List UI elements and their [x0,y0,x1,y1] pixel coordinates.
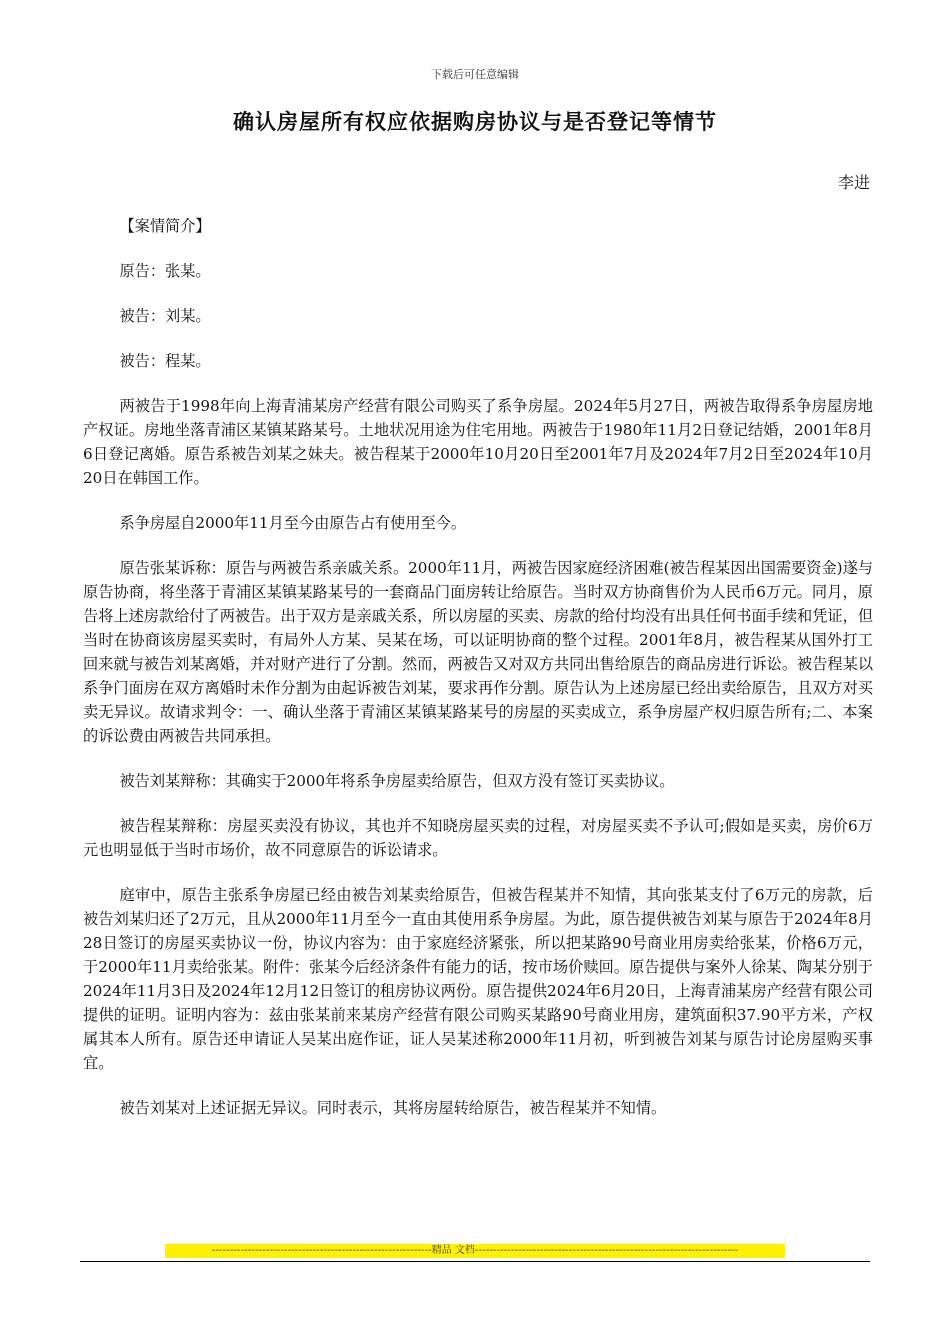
paragraph-defense-cheng: 被告程某辩称：房屋买卖没有协议，其也并不知晓房屋买卖的过程，对房屋买卖不予认可;假如是买卖，房价6万元也明显低于当时市场价，故不同意原告的诉讼请求。 [83,817,873,859]
footer-divider [80,1261,870,1262]
author-name: 李进 [837,173,870,192]
header-note: 下载后可任意编辑 [431,68,519,81]
document-body [83,214,873,1141]
paragraph-defense-liu: 被告刘某辩称：其确实于2000年将系争房屋卖给原告，但双方没有签订买卖协议。 [119,772,675,790]
footer-banner: -------------------------------------------------------------精品 文档------------------------------------------------------------------------- [165,1244,785,1258]
paragraph-liu-response: 被告刘某对上述证据无异议。同时表示，其将房屋转给原告，被告程某并不知情。 [119,1099,667,1117]
paragraph-background: 两被告于1998年向上海青浦某房产经营有限公司购买了系争房屋。2024年5月27日，两被告取得系争房屋房地产权证。房地坐落青浦区某镇某路某号。土地状况用途为住宅用地。两被告于1980年11月2日登记结婚，2001年8月6日登记离婚。原告系被告刘某之妹夫。被告程某于2000年10月20日至2001年7月及2024年7月2日至2024年10月20日在韩国工作。 [83,397,873,487]
section-heading: 【案情简介】 [119,217,211,235]
party-defendant-2: 被告：程某。 [119,352,211,370]
party-defendant-1: 被告：刘某。 [119,307,211,325]
paragraph-occupancy: 系争房屋自2000年11月至今由原告占有使用至今。 [119,514,467,532]
paragraph-trial: 庭审中，原告主张系争房屋已经由被告刘某卖给原告，但被告程某并不知情，其向张某支付了6万元的房款，后被告刘某归还了2万元，且从2000年11月至今一直由其使用系争房屋。为此，原告提供被告刘某与原告于2024年8月28日签订的房屋买卖协议一份，协议内容为：由于家庭经济紧张，所以把某路90号商业用房卖给张某，价格6万元，于2000年11月卖给张某。附件：张某今后经济条件有能力的话，按市场价赎回。原告提供与案外人徐某、陶某分别于2024年11月3日及2024年12月12日签订的租房协议两份。原告提供2024年6月20日，上海青浦某房产经营有限公司提供的证明。证明内容为：兹由张某前来某房产经营有限公司购买某路90号商业用房，建筑面积37.90平方米，产权属其本人所有。原告还申请证人吴某出庭作证，证人吴某述称2000年11月初，听到被告刘某与原告讨论房屋购买事宜。 [83,886,873,1072]
party-plaintiff: 原告：张某。 [119,262,211,280]
document-title: 确认房屋所有权应依据购房协议与是否登记等情节 [233,110,717,134]
paragraph-plaintiff-claim: 原告张某诉称：原告与两被告系亲戚关系。2000年11月，两被告因家庭经济困难(被告程某因出国需要资金)遂与原告协商，将坐落于青浦区某镇某路某号的一套商品门面房转让给原告。当时双方协商售价为人民币6万元。同月，原告将上述房款给付了两被告。出于双方是亲戚关系，所以房屋的买卖、房款的给付均没有出具任何书面手续和凭证，但当时在协商该房屋买卖时，有局外人方某、吴某在场，可以证明协商的整个过程。2001年8月，被告程某从国外打工回来就与被告刘某离婚，并对财产进行了分割。然而，两被告又对双方共同出售给原告的商品房进行诉讼。被告程某以系争门面房在双方离婚时未作分割为由起诉被告刘某，要求再作分割。原告认为上述房屋已经出卖给原告，且双方对买卖无异议。故请求判令：一、确认坐落于青浦区某镇某路某号的房屋的买卖成立，系争房屋产权归原告所有;二、本案的诉讼费由两被告共同承担。 [83,559,873,745]
